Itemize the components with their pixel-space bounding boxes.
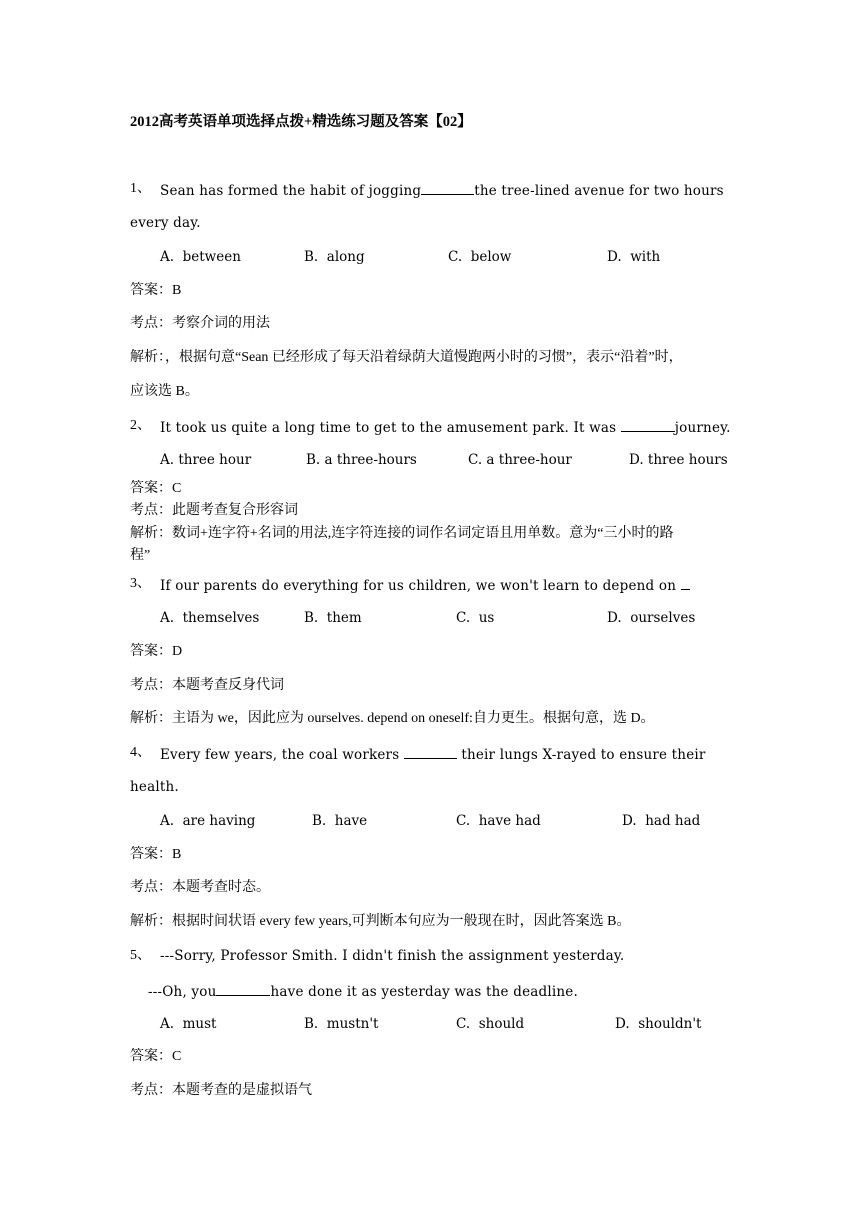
question-1-option-c: C. below [448,249,512,265]
question-5-stem-part1: ---Oh, you [148,984,217,1000]
question-2-stem [160,417,731,437]
question-4-option-c: C. have had [456,813,541,829]
question-4-answer: 答案：B [130,847,182,862]
question-4-analysis-line1: 解析：根据时间状语 every few years,可判断本句应为一般现在时，因此答案选 B。 [130,914,631,929]
question-1-stem-line2: every day. [130,215,201,231]
question-4-stem-part2: their lungs X-rayed to ensure their [456,747,706,763]
question-3-number: 3、 [130,576,151,591]
question-1-blank [421,180,474,195]
question-2-answer: 答案：C [130,481,182,496]
question-4-blank [404,744,457,759]
question-2-stem-part1: It took us quite a long time to get to the amusement park. It was [160,420,621,436]
question-4-option-b: B. have [312,813,368,829]
question-5-stem-line2 [148,981,578,1001]
question-1-stem-part2: the tree-lined avenue for two hours [474,183,724,199]
question-3-option-d: D. ourselves [607,610,696,626]
question-2-option-d: D. three hours [629,452,728,468]
question-4-option-a: A. are having [160,813,256,829]
question-1-analysis-line1: 解析：，根据句意“Sean 已经形成了每天沿着绿荫大道慢跑两小时的习惯”，表示“沿着”时， [130,350,683,365]
question-5-option-a: A. must [160,1016,217,1032]
question-3-answer: 答案：D [130,644,183,659]
question-5-option-c: C. should [456,1016,525,1032]
question-4-point: 考点：本题考查时态。 [130,880,270,895]
question-1-option-d: D. with [607,249,661,265]
question-4-stem [160,744,706,764]
question-1-analysis-line2: 应该选 B。 [130,384,199,399]
question-2-analysis-line1: 解析：数词+连字符+名词的用法,连字符连接的词作名词定语且用单数。意为“三小时的路 [130,526,674,541]
question-5-option-b: B. mustn't [304,1016,379,1032]
question-5-stem-part2: have done it as yesterday was the deadline. [270,984,578,1000]
question-2-number: 2、 [130,418,151,433]
question-3-point: 考点：本题考查反身代词 [130,678,284,693]
question-5-option-d: D. shouldn't [615,1016,702,1032]
question-1-point: 考点：考察介词的用法 [130,316,270,331]
question-1-stem-part1: Sean has formed the habit of jogging [160,183,422,199]
question-3-option-a: A. themselves [160,610,260,626]
question-3-option-c: C. us [456,610,495,626]
question-3-stem [160,575,690,595]
question-3-blank [681,575,690,590]
question-2-option-a: A. three hour [160,452,252,468]
question-1-answer: 答案：B [130,283,182,298]
question-5-answer: 答案：C [130,1049,182,1064]
question-5-blank [216,981,270,996]
question-2-stem-part2: journey. [674,420,731,436]
question-3-analysis-line1: 解析：主语为 we，因此应为 ourselves. depend on oneself:自力更生。根据句意，选 D。 [130,711,655,726]
question-3-stem-part1: If our parents do everything for us children, we won't learn to depend on [160,578,681,594]
document-title: 2012高考英语单项选择点拨+精选练习题及答案【02】 [130,114,472,130]
question-5-number: 5、 [130,948,151,963]
question-2-point: 考点：此题考查复合形容词 [130,503,298,518]
question-4-number: 4、 [130,745,151,760]
question-4-stem-line2: health. [130,779,179,795]
question-2-option-b: B. a three-hours [306,452,417,468]
question-1-option-b: B. along [304,249,365,265]
question-2-blank [621,417,675,432]
question-5-stem-line1: ---Sorry, Professor Smith. I didn't finish the assignment yesterday. [160,948,625,964]
question-1-option-a: A. between [160,249,241,265]
question-2-analysis-line2: 程” [130,548,151,563]
question-2-option-c: C. a three-hour [468,452,572,468]
question-5-point: 考点：本题考查的是虚拟语气 [130,1083,312,1098]
question-1-stem [160,180,724,200]
question-4-stem-part1: Every few years, the coal workers [160,747,404,763]
question-3-option-b: B. them [304,610,362,626]
question-1-number: 1、 [130,181,151,196]
question-4-option-d: D. had had [622,813,701,829]
